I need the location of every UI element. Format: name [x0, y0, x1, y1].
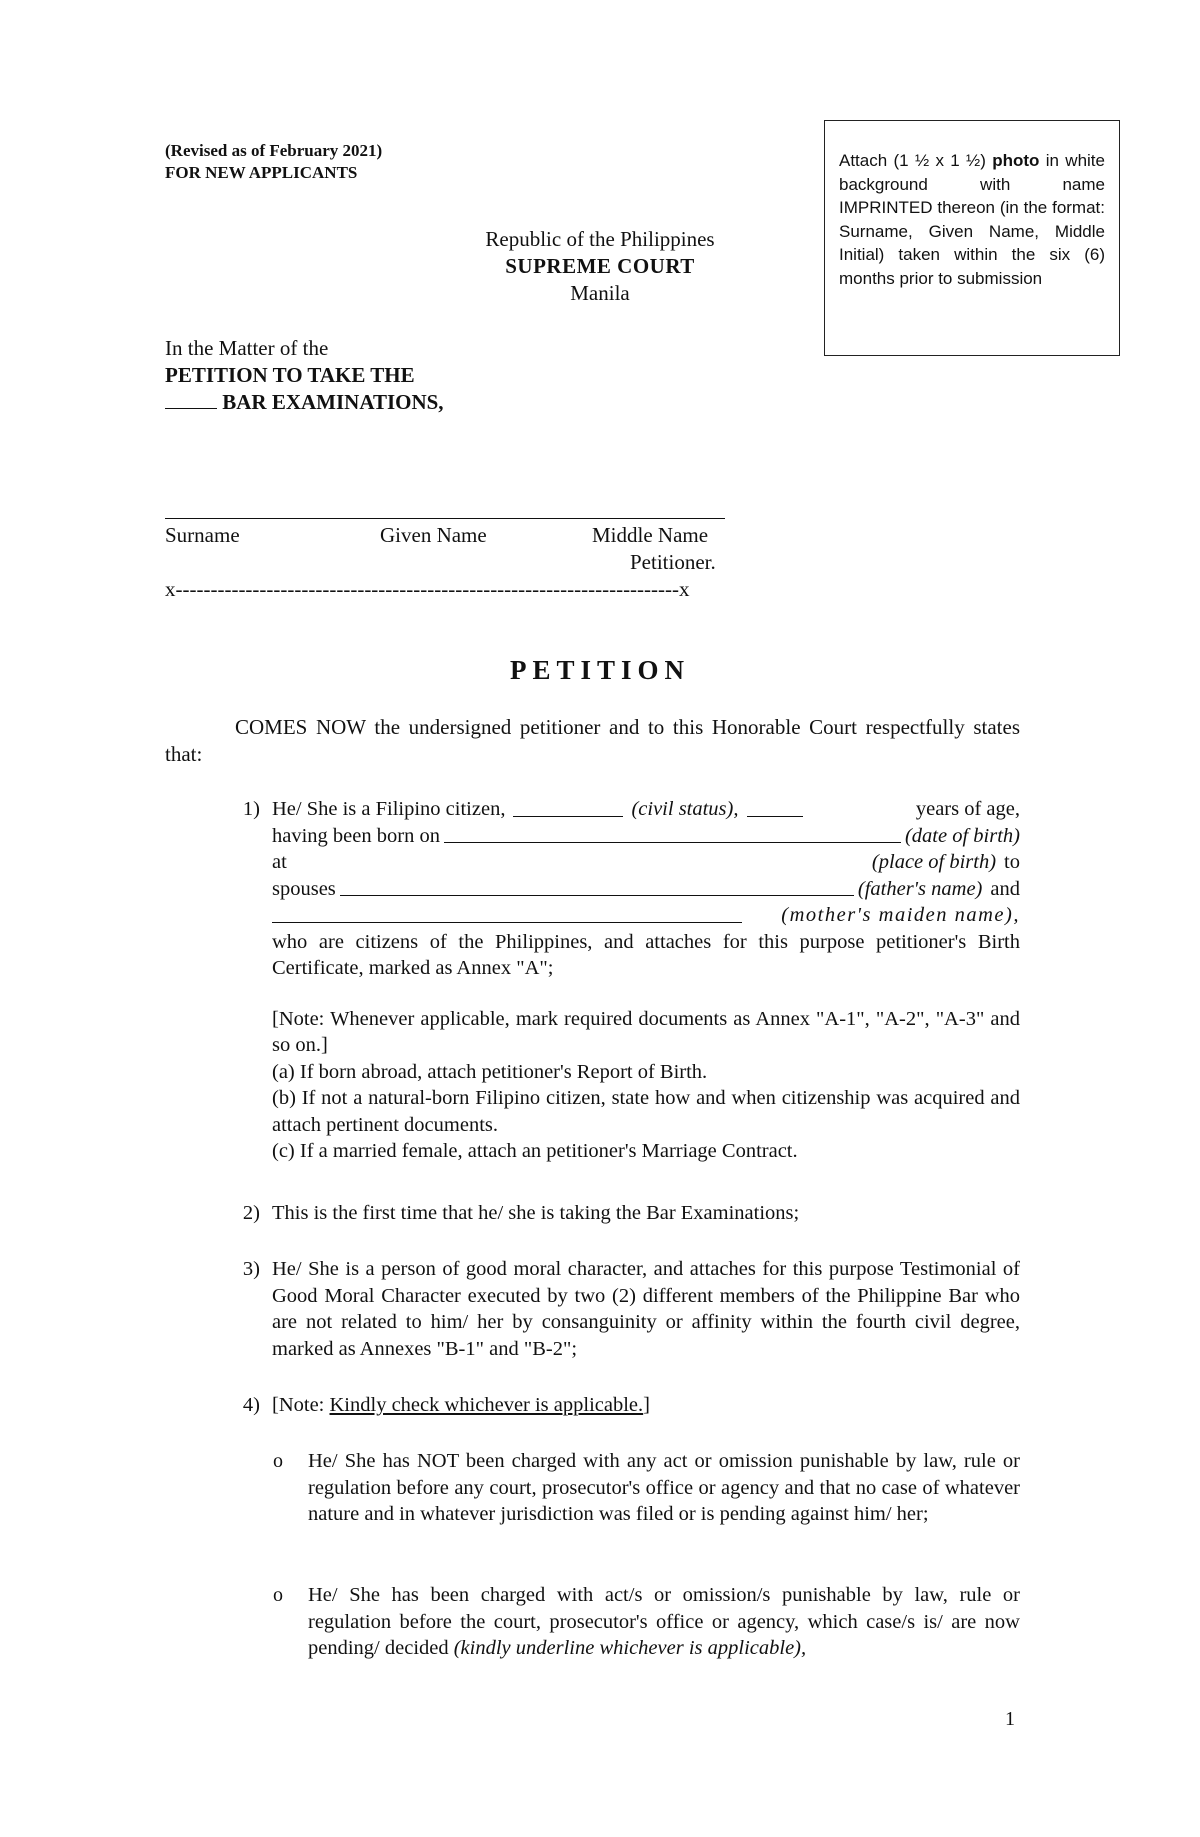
caption-divider: x------------------------------------------------------------------------x	[165, 577, 690, 601]
new-applicants-note: FOR NEW APPLICANTS	[165, 163, 358, 182]
item-1-line-1: He/ She is a Filipino citizen, (civil status), years of age,	[272, 798, 1020, 820]
case-caption	[165, 335, 444, 416]
photo-instruction-photo: photo	[992, 151, 1040, 170]
republic-line: Republic of the Philippines	[485, 227, 715, 251]
item-1-note: [Note: Whenever applicable, mark required documents as Annex "A-1", "A-2", "A-3" and so on.]	[272, 1007, 1020, 1056]
item-4-note: [Note: Kindly check whichever is applicable.]	[272, 1394, 650, 1416]
item-3-number: 3)	[242, 1258, 260, 1280]
middle-name-label: Middle Name	[592, 523, 709, 547]
page-number: 1	[1005, 1708, 1015, 1730]
surname-label: Surname	[165, 523, 240, 547]
item-2-number: 2)	[242, 1202, 260, 1224]
caption-line-3: BAR EXAMINATIONS,	[222, 390, 444, 414]
supreme-court-line: SUPREME COURT	[505, 254, 695, 278]
photo-instruction-attach: Attach (1 ½ x 1 ½)	[839, 151, 986, 170]
item-1-note-c: (c) If a married female, attach an petitioner's Marriage Contract.	[272, 1140, 798, 1162]
item-1-line-3: at (place of birth) to	[272, 851, 1020, 873]
petitioner-name-line[interactable]	[165, 518, 725, 519]
date-of-birth-blank[interactable]	[444, 842, 901, 843]
item-4-number: 4)	[242, 1394, 260, 1416]
age-blank[interactable]	[747, 816, 803, 817]
item-2-text: This is the first time that he/ she is taking the Bar Examinations;	[272, 1202, 800, 1224]
mother-name-blank[interactable]	[272, 922, 742, 923]
option-2-instruction: (kindly underline whichever is applicable),	[453, 1637, 807, 1659]
item-1-rest: who are citizens of the Philippines, and attaches for this purpose petitioner's Birth Certificate, marked as Annex "A";	[272, 930, 1020, 979]
option-1-text: He/ She has NOT been charged with any act or omission punishable by law, rule or regulation before any court, prosecutor's office or agency and that no case of whatever nature and in whatever jurisdiction was filed or is pending against him/ her;	[308, 1450, 1020, 1525]
document-title: PETITION	[509, 655, 691, 685]
court-heading	[420, 226, 780, 307]
caption-line-1: In the Matter of the	[165, 336, 329, 360]
father-name-blank[interactable]	[340, 895, 854, 896]
city-line: Manila	[570, 281, 630, 305]
item-1-note-b: (b) If not a natural-born Filipino citizen, state how and when citizenship was acquired and attach pertinent documents.	[272, 1087, 1020, 1136]
item-1-line-5: (mother's maiden name),	[272, 902, 1020, 929]
item-4-note-underlined: Kindly check whichever is applicable.	[329, 1394, 644, 1416]
item-3-text: He/ She is a person of good moral character, and attaches for this purpose Testimonial of Good Moral Character executed by two (2) different members of the Philippine Bar who are not related to him/ her by consanguinity or affinity within the fourth civil degree, marked as Annexes "B-1" and "B-2";	[272, 1258, 1020, 1360]
item-1-line-2: having been born on (date of birth)	[272, 824, 1020, 847]
civil-status-blank[interactable]	[513, 816, 623, 817]
item-1-number: 1)	[242, 798, 260, 820]
item-1-note-a: (a) If born abroad, attach petitioner's Report of Birth.	[272, 1060, 708, 1083]
option-2-text: He/ She has been charged with act/s or omission/s punishable by law, rule or regulation before the court, prosecutor's office or agency, which case/s is/ are now pending/ decided (kindly underline whichever is applicable),	[308, 1584, 1020, 1659]
bar-year-blank[interactable]	[165, 408, 217, 409]
option-2-checkbox[interactable]: o	[273, 1584, 283, 1606]
intro-paragraph: COMES NOW the undersigned petitioner and to this Honorable Court respectfully states that:	[165, 715, 1020, 766]
given-name-label: Given Name	[380, 523, 487, 547]
option-1-checkbox[interactable]: o	[273, 1450, 283, 1472]
revised-note: (Revised as of February 2021)	[165, 141, 383, 160]
petitioner-label: Petitioner.	[630, 550, 716, 574]
caption-line-2: PETITION TO TAKE THE	[165, 363, 415, 387]
photo-attachment-box	[824, 120, 1120, 356]
photo-instruction-rest: in white background with name IMPRINTED thereon (in the format: Surname, Given Name, Middle Initial) taken within the six (6) months prior to submission	[839, 151, 1105, 288]
item-1-line-4: spouses (father's name) and	[272, 877, 1020, 900]
